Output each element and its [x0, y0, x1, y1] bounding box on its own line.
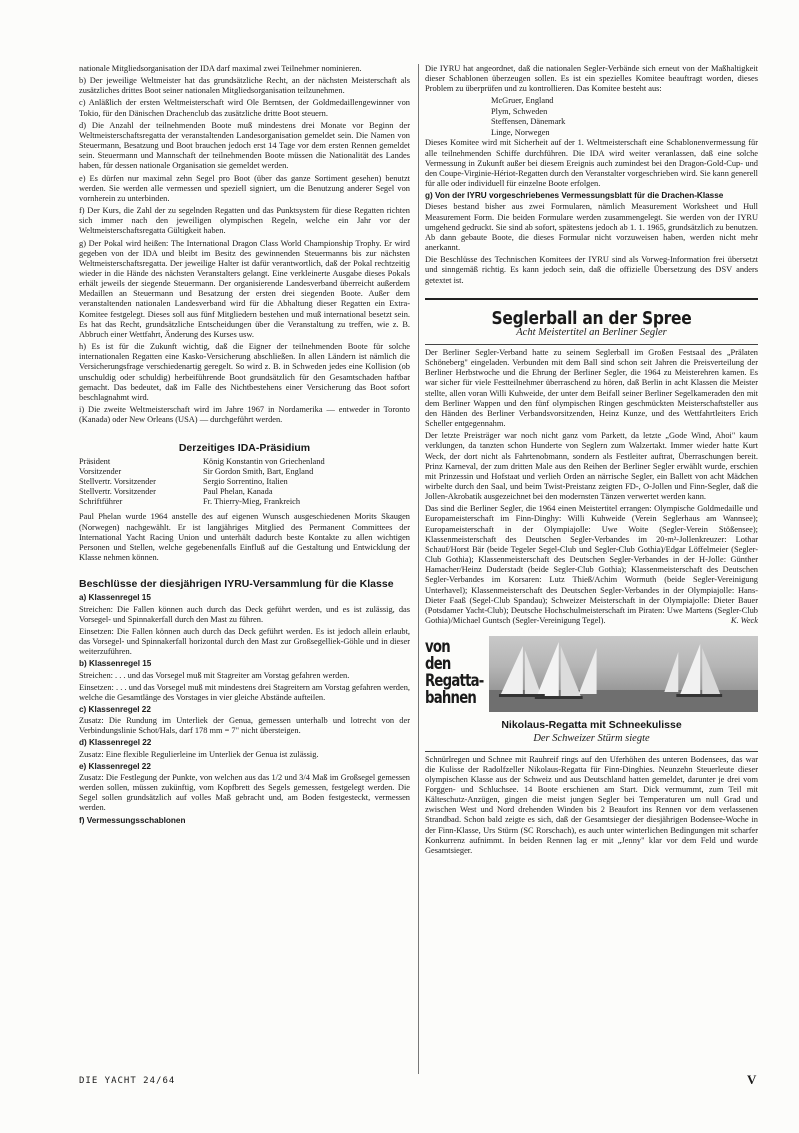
table-row	[79, 467, 410, 477]
name-cell: Paul Phelan, Kanada	[203, 487, 273, 497]
name-cell: Sir Gordon Smith, Bart, England	[203, 467, 314, 477]
regatta-banner	[425, 636, 758, 712]
paragraph: Zusatz: Die Festlegung der Punkte, von welchen aus das 1/2 und 3/4 Maß im Großsegel gemessen werden sollen, müssen zukünftig, vom Kopfbrett des Segels gemessen, festgelegt werden. Die Segel sollen grundsätzlich auf volles Maß gebracht und, am Boden festgesteckt, vermessen werden.	[79, 772, 410, 813]
section-rule	[425, 344, 758, 345]
table-row	[79, 477, 410, 487]
rule-heading: a) Klassenregel 15	[79, 593, 151, 603]
praesidium-table	[79, 457, 410, 507]
paragraph: e) Es dürfen nur maximal zehn Segel pro Boot (über das ganze Sortiment gesehen) benutzt werden. Sie werden alle vermessen und speziell signiert, um die Benutzung anderer Segel von vornherein zu unterbinden.	[79, 173, 410, 203]
paragraph: Zusatz: Eine flexible Regulierleine im Unterliek der Genua ist zulässig.	[79, 749, 319, 759]
paragraph: Einsetzen: Die Fallen können auch durch das Deck geführt werden. Es ist jedoch allein erlaubt, das Vorsegel- und Spinnakerfall horizontal durch den Mast zur Großsegelliek-Göhle und in dieser weiterzuführen.	[79, 626, 410, 657]
paragraph: g) Der Pokal wird heißen: The International Dragon Class World Championship Trophy. Er wird gegeben von der IDA und bleibt im Besitz des gewinnenden Steuermanns bis zur nächsten Weltmeisterschaftsregatta. Der jeweilige Halter ist dafür verantwortlich, daß der Pokal rechtzeitig wieder in die Hände des nächsten Veranstalters gelangt. Eine verkleinerte Ausgabe dieses Pokals erhält jeweils der siegende Steuermann. Der organisierende Landesverband überreicht außerdem Medaillen an Steuermann und Besatzung der ersten drei siegenden Boote. Außer dem veranstaltenden nationalen Landesverband wird für die Abhaltung dieser Regatten ein Extra-Komitee festgelegt. Dieses soll aus fünf Mitgliedern bestehen und muß international besetzt sein. Es hat das Recht, grundsätzliche Entscheidungen über die Veranstaltung zu treffen, wie z. B. Abbruch einer Wettfahrt, Änderung des Kurses usw.	[79, 238, 410, 339]
banner-title: von den Regatta-bahnen	[425, 637, 484, 709]
sailboats-image	[489, 636, 758, 712]
list-item: Plym, Schweden	[491, 106, 548, 116]
rule-heading: g) Von der IYRU vorgeschriebenes Vermessungsblatt für die Drachen-Klasse	[425, 191, 724, 201]
paragraph	[425, 504, 758, 626]
section-heading-praesidium: Derzeitiges IDA-Präsidium	[178, 442, 311, 455]
role-cell: Stellvertr. Vorsitzender	[79, 487, 156, 497]
column-divider	[418, 64, 419, 1074]
paragraph: Der letzte Preisträger war noch nicht ganz vom Parkett, da letzte „Gode Wind, Ahoi" kaum verklungen, da tanzten schon Hunderte von Seglern zum Walzertakt. Immer wieder hatte Kurt Weck, der dort nicht als Fahrtenobmann, sondern als Festleiter auftrat, Überraschungen bereit. Prinz Karneval, der zum dritten Male aus den Reihen der Berliner Segler erwählt wurde, erschien mit Prinzessin und Hofstaat und verlieh Orden an närrische Segler, ein Ballett von acht Mädchen wirbelte durch den Saal, und beim Twist-Preistanz zeigten FD-, O-Jollen und Finn-Segler, daß die Jollen-Akrobatik ausgezeichnet bei den modernsten Tänzen verwertet werden kann.	[425, 431, 758, 502]
article-title-seglerball: Seglerball an der Spree	[491, 307, 692, 329]
article-subtitle: Acht Meistertitel an Berliner Segler	[516, 326, 667, 338]
article-title-nikolaus: Nikolaus-Regatta mit Schneekulisse	[501, 719, 682, 732]
paragraph: Streichen: Die Fallen können auch durch das Deck geführt werden, und es ist zulässig, das Vorsegel- und Spinnakerfall durch den Mast zu führen.	[79, 604, 410, 624]
rule-heading: d) Klassenregel 22	[79, 738, 152, 748]
paragraph: f) Der Kurs, die Zahl der zu segelnden Regatten und das Punktsystem für diese Regatten richten sich immer nach den jeweiligen olympischen Regeln, welche ein Jahr vor der Weltmeisterschaftsregatta Gültigkeit haben.	[79, 206, 410, 236]
page-number: V	[747, 1072, 757, 1087]
paragraph: Dieses bestand bisher aus zwei Formularen, nämlich Measurement Worksheet und Hull Measurement Form. Die beiden Formulare werden zusammengelegt. Sie werden von der IYRU umgehend gedruckt. Sie sind ab sofort, spätestens jedoch ab 1. 1. 1965, grundsätzlich zu benutzen. Ab dann gebaute Boote, die dieses Formular nicht vorzuweisen haben, werden nicht mehr anerkannt.	[425, 202, 758, 253]
committee-list	[491, 96, 758, 138]
rule-heading: e) Klassenregel 22	[79, 761, 151, 771]
paragraph: Die Beschlüsse des Technischen Komitees der IYRU sind als Vorweg-Information frei übersetzt und sinngemäß richtig. Es kann jedoch sein, daß die offizielle Übersetzung des DSV anders getextet ist.	[425, 255, 758, 285]
table-row	[79, 497, 410, 507]
paragraph: Zusatz: Die Rundung im Unterliek der Genua, gemessen unterhalb und lotrecht von der Verbindungslinie Schot/Hals, darf 178 mm = 7" nicht übersteigen.	[79, 716, 410, 736]
name-cell: Sergio Sorrentino, Italien	[203, 477, 288, 487]
paragraph: Streichen: . . . und das Vorsegel muß mit Stagreiter am Vorstag gefahren werden.	[79, 670, 350, 680]
paragraph-text: Das sind die Berliner Segler, die 1964 einen Meistertitel errangen: Olympische Goldmedaille und Europameisterschaft im Finn-Dinghy: Willi Kuhweide (Verein Seglerhaus am Wannsee); Europameisterschaft in der Olympiajolle: Uwe Woite (Segler-Verein Stößensee); Klassenmeisterschaft des Deutschen Segler-Verbandes im 20-m²-Jollenkreuzer: Lothar Schauf/Horst Bär (beide Tegeler Segel-Club und Segler-Club Gothia)/Edgar Löffelmeier (Segler-Club Gothia); Klassenmeisterschaft des Deutschen Segler-Verbandes in der H-Jolle: Günther Hamacher/Heinz Duderstadt (beide Segler-Club Gothia); Klassenmeisterschaft des Deutschen Segler-Verbandes im Korsaren: Lutz Thieß/Achim Wormuth (beide Segler-Vereinigung Unterhavel); Klassenmeisterschaft des Deutschen Segler-Verbandes in der Olympiajolle: Hans-Dieter Faaß (Segel-Club Spandau); Schweizer Meisterschaft in der Olympiajolle: Dieter Bauer (Potsdamer Yacht-Club); Deutsche Hochschulmeisterschaft im Piraten: Uwe Martens (Segler-Club Gothia)/Michael Guntsch (Segler-Vereinigung Tegel).	[425, 504, 758, 626]
list-item: Linge, Norwegen	[491, 127, 550, 137]
paragraph: i) Die zweite Weltmeisterschaft wird im Jahre 1967 in Nordamerika — entweder in Toronto (Kanada) oder New Orleans (USA) — durchgeführt werden.	[79, 405, 410, 425]
author-signature: K. Weck	[730, 616, 758, 626]
rule-heading: f) Vermessungsschablonen	[79, 815, 186, 825]
role-cell: Stellvertr. Vorsitzender	[79, 477, 156, 487]
left-column	[79, 64, 410, 1064]
right-column	[425, 64, 758, 1074]
paragraph: b) Der jeweilige Weltmeister hat das grundsätzliche Recht, an der nächsten Meisterschaft als zusätzliches drittes Boot seiner nationalen Mitgliedsorganisation teilzunehmen.	[79, 76, 410, 96]
role-cell: Präsident	[79, 457, 111, 467]
paragraph: c) Anläßlich der ersten Weltmeisterschaft wird Ole Berntsen, der Goldmedaillengewinner von Tokio, für den Dänischen Drachenclub das zusätzliche dritte Boot steuern.	[79, 98, 410, 118]
footer-issue: DIE YACHT 24/64	[79, 1076, 176, 1086]
paragraph: h) Es ist für die Zukunft wichtig, daß die Eigner der teilnehmenden Boote für solche internationalen Regatten eine Kasko-Versicherung abschließen. In allen Ländern ist nämlich die Versicherungsfrage verschiedenartig geregelt. So wird z. B. in Schweden jedes eine Kollision (ob unschuldig oder schuldig) herbeiführende Boot grundsätzlich für den Gesamtschaden haftbar gemacht. Das bedeutet, daß im Falle des Nichtbestehens einer Versicherung das Boot sofort beschlagnahmt wird.	[79, 342, 410, 402]
table-row	[79, 487, 410, 497]
rule-heading: b) Klassenregel 15	[79, 659, 152, 669]
paragraph: Dieses Komitee wird mit Sicherheit auf der 1. Weltmeisterschaft eine Schablonenvermessung für alle teilnehmenden Schiffe durchführen. Die IDA wird weiter veranlassen, daß eine solche Vermessung in Zukunft außer bei diesem Ereignis auch zumindest bei den Dragon-Gold-Cup- und den Coupe-Virginie-Hériot-Regatten durch den Veranstalter vorgeschrieben wird. Sie kann generell für alle oder individuell für einzelne Boote erfolgen.	[425, 138, 758, 189]
paragraph: nationale Mitgliedsorganisation der IDA darf maximal zwei Teilnehmer nominieren.	[79, 64, 362, 73]
name-cell: Fr. Thierry-Mieg, Frankreich	[203, 497, 301, 507]
regatta-photo	[489, 636, 758, 712]
name-cell: König Konstantin von Griechenland	[203, 457, 325, 467]
section-rule	[425, 751, 758, 752]
rule-heading: c) Klassenregel 22	[79, 704, 151, 714]
paragraph: Einsetzen: . . . und das Vorsegel muß mit mindestens drei Stagreitern am Vorstag gefahren werden, welche die Gesamtlänge des Vorstages in vier gleiche Abstände aufteilen.	[79, 682, 410, 702]
table-row	[79, 457, 410, 467]
paragraph: Die IYRU hat angeordnet, daß die nationalen Segler-Verbände sich erneut von der Maßhaltigkeit dieser Schablonen überzeugen sollen. Es ist ein spezielles Komitee beauftragt worden, dieses Problem zu überprüfen und zu kontrollieren. Das Komitee besteht aus:	[425, 64, 758, 94]
section-rule	[425, 298, 758, 300]
list-item: Steffensen, Dänemark	[491, 117, 566, 127]
role-cell: Schriftführer	[79, 497, 123, 507]
section-heading-iyru: Beschlüsse der diesjährigen IYRU-Versammlung für die Klasse	[79, 578, 394, 591]
paragraph: Schnürlregen und Schnee mit Rauhreif rings auf den Uferhöhen des unteren Bodensees, das war die Kulisse der Radolfzeller Nikolaus-Regatta für Finn-Dinghies. Neunzehn Steuerleute dieser olympischen Klasse aus der Schweiz und aus Deutschland hatten gemeldet, darunter je drei vom Forggen- und Schluchsee. 14 Boote erschienen am Start. Dick vermummt, zum Teil mit Kälteschutz-Anzügen, gingen die meist jungen Segler bei Temperaturen um null Grad und zwischen West und Nord drehenden Winden bis 2 Beaufort ins Rennen vor dem verlassenen Strandbad. Schon bald zeigte es sich, daß der Gesamtsieger der diesjährigen Bodensee-Woche in der Finn-Klasse, Urs Stürm (SC Rorschach), es auch unter winterlichen Bedingungen mit scharfer Konkurrenz aufnimmt. In beiden Rennen lag er mit „Jenny" klar vor dem Feld und wurde Gesamtsieger.	[425, 754, 758, 855]
paragraph: Der Berliner Segler-Verband hatte zu seinem Seglerball im Großen Festsaal des „Prälaten Schöneberg" eingeladen. Verbunden mit dem Ball sind schon seit Jahren die Preisverteilung der Berliner Herbstwoche und die Ehrung der Berliner Segler, die 1964 zu Meisterehren kamen. Es war sicher für viele Festteilnehmer überraschend zu hören, daß Berlin in acht Klassen die Meister stellte, allen voran Willi Kuhweide, der unter dem Beifall seiner Berliner Segelkameraden den mit dem Berliner Wappen und den fünf olympischen Ringen geschmückten Meisterschaftsteller aus den Händen des Berliner Verbandsvorsitzenden, Heinz Kunze, und des Wettfahrtleiters Erich Scheller entgegennahm.	[425, 347, 758, 429]
list-item: McGruer, England	[491, 96, 554, 106]
paragraph: d) Die Anzahl der teilnehmenden Boote muß mindestens drei Monate vor Beginn der Weltmeisterschaftsregatta der veranstaltenden Landesorganisation gemeldet sein. Die Namen von Steuermann, Besatzung und Boot brauchen jedoch erst 14 Tage vor dem ersten Rennen gemeldet sein. Steuermann und Mannschaft der teilnehmenden Boote müssen die Nationalität des Landes haben, für dessen nationale Organisation sie gemeldet werden.	[79, 120, 410, 171]
role-cell: Vorsitzender	[79, 467, 122, 477]
article-subtitle: Der Schweizer Stürm siegte	[533, 733, 650, 745]
paragraph: Paul Phelan wurde 1964 anstelle des auf eigenen Wunsch ausgeschiedenen Morits Skaugen (Norwegen) nachgewählt. Er ist langjähriges Mitglied des Permanent Committees der International Yacht Racing Union und unterhält dadurch beste Kontakte zu allen wichtigen Personen und Stellen, welche gegebenenfalls Einfluß auf die Gestaltung und Entwicklung der Klasse nehmen können.	[79, 512, 410, 563]
